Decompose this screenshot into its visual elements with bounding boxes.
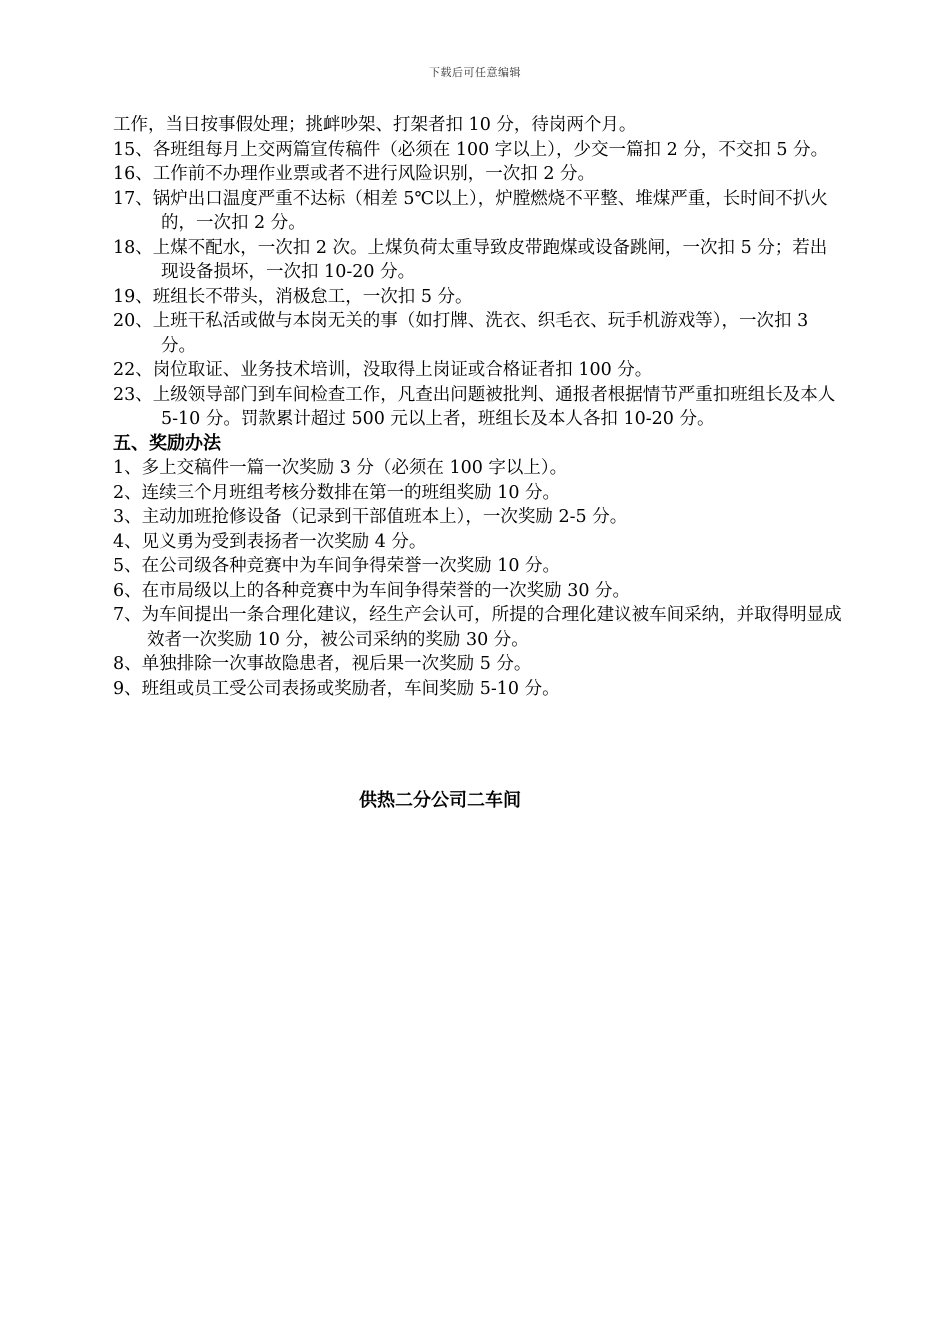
item-number: 1、 — [113, 458, 142, 478]
item-text: 连续三个月班组考核分数排在第一的班组奖励 10 分。 — [141, 482, 561, 503]
section-heading-rewards: 五、奖励办法 — [113, 432, 221, 454]
item-text: 锅炉出口温度严重不达标（相差 5℃以上），炉膛燃烧不平整、堆煤严重，长时间不扒火的，一次扣 2 分。 — [152, 188, 828, 233]
item-number: 4、 — [113, 531, 142, 552]
item-number: 6、 — [113, 580, 142, 601]
reward-item-8 — [113, 652, 843, 677]
item-text: 工作前不办理作业票或者不进行风险识别，一次扣 2 分。 — [152, 164, 596, 184]
item-number: 19、 — [113, 286, 153, 307]
item-number: 16、 — [113, 164, 153, 184]
item-number: 15、 — [113, 139, 153, 160]
item-number: 17、 — [113, 188, 153, 209]
item-text: 单独排除一次事故隐患者，视后果一次奖励 5 分。 — [141, 654, 532, 674]
item-text: 多上交稿件一篇一次奖励 3 分（必须在 100 字以上）。 — [141, 458, 568, 478]
penalty-item-16 — [113, 162, 843, 187]
item-number: 2、 — [113, 482, 142, 503]
signature-department: 供热二分公司二车间 — [359, 790, 521, 811]
item-text: 为车间提出一条合理化建议，经生产会认可，所提的合理化建议被车间采纳，并取得明显成效者一次奖励 10 分，被公司采纳的奖励 30 分。 — [141, 605, 842, 650]
item-number: 18、 — [113, 237, 153, 258]
penalty-item-23 — [113, 383, 843, 432]
item-number: 22、 — [113, 360, 153, 380]
item-number: 8、 — [113, 654, 142, 674]
reward-item-2 — [113, 481, 843, 506]
penalty-item-18 — [113, 236, 843, 285]
reward-item-1 — [113, 456, 843, 481]
item-text: 上班干私活或做与本岗无关的事（如打牌、洗衣、织毛衣、玩手机游戏等），一次扣 3 分。 — [152, 311, 809, 356]
reward-item-7 — [113, 603, 843, 652]
reward-item-4 — [113, 530, 843, 555]
penalty-item-17 — [113, 187, 843, 236]
item-text: 岗位取证、业务技术培训，没取得上岗证或合格证者扣 100 分。 — [152, 360, 653, 380]
item-number: 7、 — [113, 605, 142, 625]
reward-list — [113, 456, 843, 701]
item-text: 各班组每月上交两篇宣传稿件（必须在 100 字以上），少交一篇扣 2 分，不交扣 5 分。 — [152, 139, 829, 160]
penalty-list — [113, 138, 843, 432]
item-number: 5、 — [113, 556, 142, 576]
reward-item-9 — [113, 677, 843, 702]
penalty-item-19 — [113, 285, 843, 310]
reward-item-6 — [113, 579, 843, 604]
item-number: 20、 — [113, 311, 153, 331]
penalty-item-22 — [113, 358, 843, 383]
item-text: 上级领导部门到车间检查工作，凡查出问题被批判、通报者根据情节严重扣班组长及本人 5-10 分。罚款累计超过 500 元以上者，班组长及本人各扣 10-20 分。 — [152, 384, 836, 429]
item-number: 23、 — [113, 384, 153, 405]
penalty-item-20 — [113, 309, 843, 358]
document-body — [113, 113, 843, 701]
item-text: 在公司级各种竞赛中为车间争得荣誉一次奖励 10 分。 — [141, 556, 561, 576]
penalty-item-15 — [113, 138, 843, 163]
page-header-note: 下载后可任意编辑 — [429, 66, 521, 79]
item-text: 主动加班抢修设备（记录到干部值班本上），一次奖励 2-5 分。 — [141, 507, 628, 527]
item-text: 班组长不带头，消极怠工，一次扣 5 分。 — [152, 286, 473, 307]
item-text: 班组或员工受公司表扬或奖励者，车间奖励 5-10 分。 — [141, 678, 560, 699]
item-text: 见义勇为受到表扬者一次奖励 4 分。 — [141, 531, 427, 552]
continued-item-text: 工作，当日按事假处理；挑衅吵架、打架者扣 10 分，待岗两个月。 — [113, 115, 637, 135]
item-text: 上煤不配水，一次扣 2 次。上煤负荷太重导致皮带跑煤或设备跳闸，一次扣 5 分；若出现设备损坏，一次扣 10-20 分。 — [152, 237, 828, 282]
item-number: 3、 — [113, 507, 142, 527]
item-number: 9、 — [113, 678, 142, 699]
item-text: 在市局级以上的各种竞赛中为车间争得荣誉的一次奖励 30 分。 — [141, 580, 631, 601]
reward-item-5 — [113, 554, 843, 579]
reward-item-3 — [113, 505, 843, 530]
